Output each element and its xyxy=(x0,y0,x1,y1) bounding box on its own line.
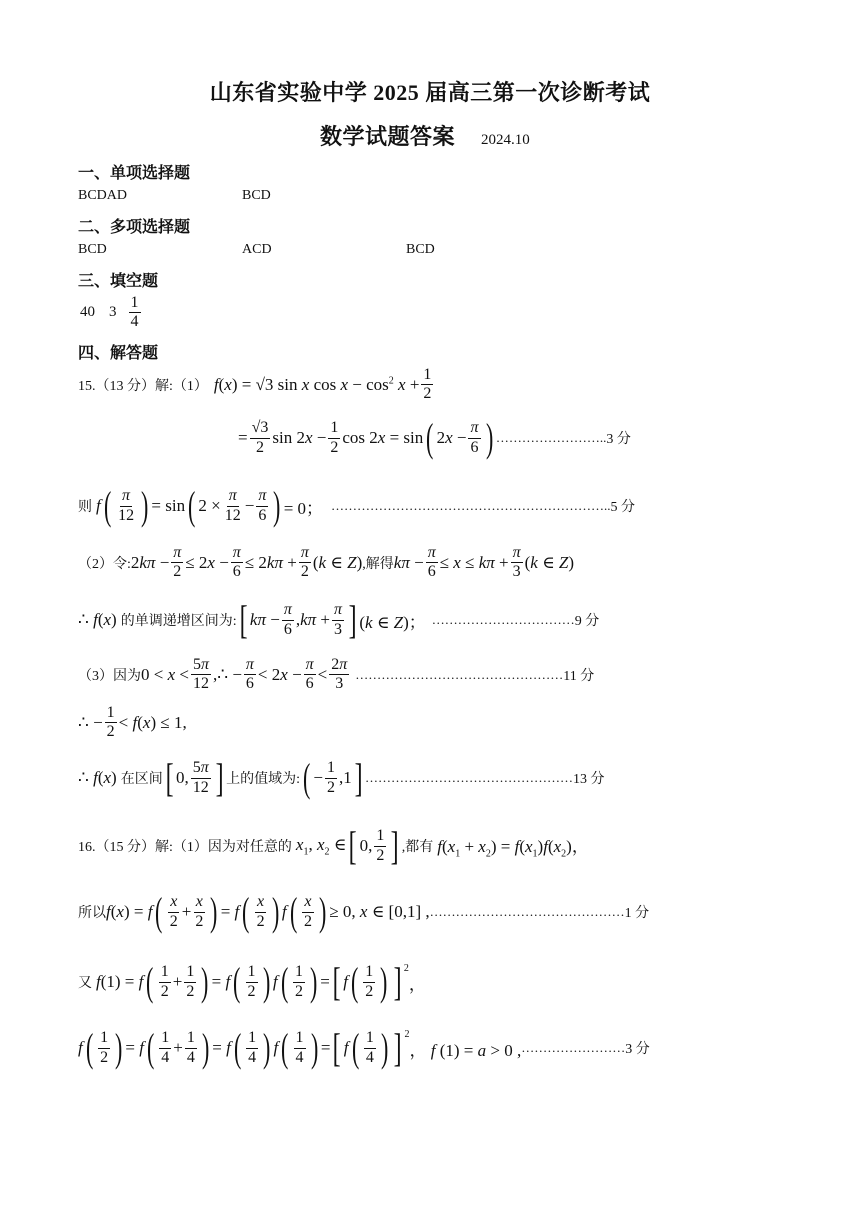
q15-line-4: （2）令: 2kπ − $\frac{\pi}{2}$ ≤ 2x − $\frac{\pi}{6}$ ≤ 2kπ + $\frac{\pi}{2}$ (k ∈ Z) ,解得 kπ − $\frac{\pi}{6}$ ≤ x ≤ kπ + $\frac{\pi}{3}$ (k ∈ Z) xyxy=(78,544,575,581)
single-choice-answer-1: BCDAD xyxy=(78,188,128,203)
section-heading-solutions: 四、解答题 xyxy=(78,343,159,362)
q16-line-3: 又 f(1) = f ( $\frac{1}{2}$ + $\frac{1}{2}$ ) = f ( $\frac{1}{2}$ ) f ( $\frac{1}{2}$ ) = [ f ( $\frac{1}{2}$ ) ] 2 ， xyxy=(78,959,426,1004)
q15-line-3: 则 f ( $\frac{\pi}{12}$ ) = sin ( 2 × $\frac{\pi}{12}$ − $\frac{\pi}{6}$ ) = 0； ……………………………………………………….. 5 分 xyxy=(78,483,636,528)
subtitle-row xyxy=(320,120,530,151)
q15-line-1: 15.（13 分）解:（1） f(x) = √3 sin x $\cos x - \cos^2 x$ + $\frac{1}{2}$ xyxy=(78,366,432,403)
fill-answer-1: 40 xyxy=(80,304,95,321)
page-title xyxy=(0,76,860,107)
title-line-2: 数学试题答案 xyxy=(320,124,456,149)
multi-choice-answer-1: BCD xyxy=(78,242,107,257)
section-heading-fill-blank: 三、填空题 xyxy=(78,271,159,290)
title-line-1: 山东省实验中学 2025 届高三第一次诊断考试 xyxy=(209,80,651,105)
q16-line-2: 所以 f(x) = f ( $\frac{x}{2}$ + $\frac{x}{2}$ ) = f ( $\frac{x}{2}$ ) f ( $\frac{x}{2}$ ) ≥ 0, x ∈ [0,1] , ……………………………………… 1 分 xyxy=(78,889,650,934)
section-heading-single-choice: 一、单项选择题 xyxy=(78,163,191,182)
fill-answer-2: 3 xyxy=(109,304,117,321)
q15-line-6: （3）因为 0 < x < $\frac{5\pi}{12}$ ,∴ − $\frac{\pi}{6}$ < 2x − $\frac{\pi}{6}$ < $\frac{2\pi}{3}$ ………………………………………… 11 分 xyxy=(78,656,595,693)
fill-blank-answers xyxy=(80,294,143,332)
fill-answer-3-fraction: $\frac{1}{4}$ xyxy=(130,294,139,331)
section-heading-multi-choice: 二、多项选择题 xyxy=(78,217,191,236)
multi-choice-answer-3: BCD xyxy=(406,242,435,257)
q15-line-8: ∴ f(x) 在区间 [ 0, $\frac{5\pi}{12}$ ] 上的值域为: ( − $\frac{1}{2}$ ,1 ] ………………………………………… 13 分 xyxy=(78,755,605,800)
title-date: 2024.10 xyxy=(481,132,530,148)
q15-line-2: = $\frac{√3}{2}$ sin 2x − $\frac{1}{2}$ cos 2x = sin ( 2x − $\frac{\pi}{6}$ ) …………………….. 3 分 xyxy=(238,415,631,460)
single-choice-answer-2: BCD xyxy=(242,188,271,203)
q15-line-5: ∴ f(x) 的单调递增区间为: [ kπ − $\frac{\pi}{6}$ ,kπ + $\frac{\pi}{3}$ ] (k ∈ Z)； …………………………… 9 分 xyxy=(78,597,600,642)
q16-line-1: 16.（15 分）解:（1）因为对任意的 $x_1$, $x_2$ ∈ [ 0, $\frac{1}{2}$ ] ,都有 $f(x_1 + x_2) = f(x_1)f(x_2)$， xyxy=(78,823,589,868)
multi-choice-answer-2: ACD xyxy=(242,242,272,257)
q16-line-4: f ( $\frac{1}{2}$ ) = f ( $\frac{1}{4}$ + $\frac{1}{4}$ ) = f ( $\frac{1}{4}$ ) f ( $\frac{1}{4}$ ) = [ f ( $\frac{1}{4}$ ) ] 2 ， f (1) = a > 0 , …………………… 3 分 xyxy=(78,1025,650,1070)
q15-line-7: ∴ − $\frac{1}{2}$ < f(x) ≤ 1, xyxy=(78,704,187,741)
